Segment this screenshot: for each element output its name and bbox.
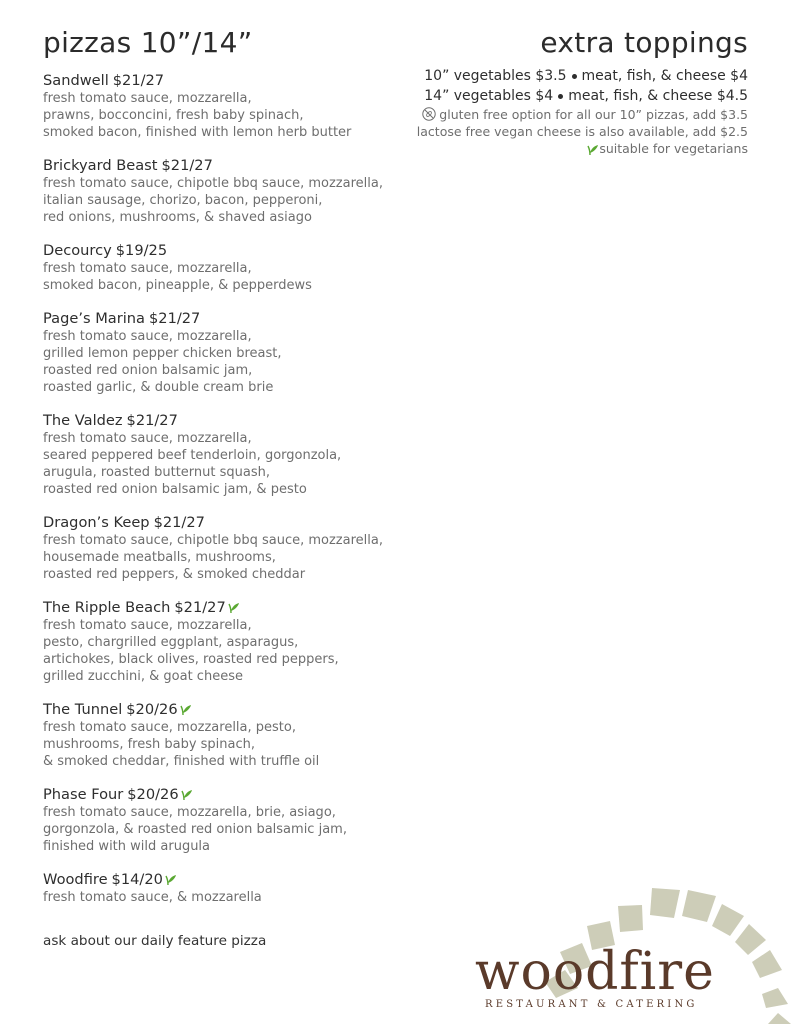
- pizza-price: $21/27: [174, 599, 226, 616]
- pizza-title: [43, 514, 443, 532]
- pizza-item: [43, 242, 443, 294]
- ingredient-line: smoked bacon, pineapple, & pepperdews: [43, 278, 312, 293]
- ingredient-line: roasted red onion balsamic jam, & pesto: [43, 482, 307, 497]
- pizza-description: [43, 260, 443, 294]
- vegetarian-leaf-icon: [181, 789, 193, 801]
- pizza-description: [43, 719, 443, 770]
- ingredient-line: artichokes, black olives, roasted red peppers,: [43, 652, 339, 667]
- pizza-price: $14/20: [111, 871, 163, 888]
- pizza-name: The Tunnel: [43, 701, 123, 718]
- pizza-price: $19/25: [115, 242, 168, 259]
- vegetarian-leaf-icon: [587, 144, 599, 156]
- pizza-name: Brickyard Beast: [43, 157, 158, 174]
- pizza-description: [43, 328, 443, 396]
- pizza-name: Woodfire: [43, 871, 108, 888]
- pizza-price: $20/26: [126, 701, 178, 718]
- pizza-price: $20/26: [127, 786, 179, 803]
- pizza-price: $21/27: [149, 310, 201, 327]
- ingredient-line: smoked bacon, finished with lemon herb butter: [43, 125, 352, 140]
- pizza-price: $21/27: [112, 72, 165, 89]
- pizza-price: $21/27: [126, 412, 178, 429]
- pizza-price: $21/27: [153, 514, 205, 531]
- pizza-description: [43, 804, 443, 855]
- pizza-title: [43, 72, 443, 90]
- ingredient-line: roasted garlic, & double cream brie: [43, 380, 274, 395]
- toppings-10-meat: meat, fish, & cheese $4: [581, 68, 748, 84]
- pizza-title: [43, 701, 443, 719]
- ingredient-line: prawns, bocconcini, fresh baby spinach,: [43, 108, 304, 123]
- ingredient-line: fresh tomato sauce, chipotle bbq sauce, mozzarella,: [43, 176, 383, 191]
- ingredient-line: fresh tomato sauce, mozzarella,: [43, 261, 252, 276]
- vegan-cheese-line: lactose free vegan cheese is also available, add $2.5: [416, 124, 748, 139]
- pizza-item: [43, 786, 443, 855]
- ingredient-line: fresh tomato sauce, mozzarella,: [43, 618, 252, 633]
- ingredient-line: arugula, roasted butternut squash,: [43, 465, 270, 480]
- pizza-description: [43, 532, 443, 583]
- pizza-description: [43, 430, 443, 498]
- pizza-name: Decourcy: [43, 242, 112, 259]
- gluten-free-icon: [422, 107, 436, 121]
- pizza-item: [43, 599, 443, 685]
- vegetarian-leaf-icon: [228, 602, 240, 614]
- ingredient-line: finished with wild arugula: [43, 839, 211, 854]
- ingredient-line: & smoked cheddar, finished with truffle oil: [43, 754, 320, 769]
- toppings-10-veg: 10” vegetables $3.5: [424, 68, 567, 84]
- pizza-name: Dragon’s Keep: [43, 514, 150, 531]
- pizza-item: [43, 157, 443, 226]
- pizza-title: [43, 412, 443, 430]
- pizza-title: [43, 599, 443, 617]
- pizza-description: [43, 889, 443, 906]
- vegetarian-legend-text: suitable for vegetarians: [599, 141, 748, 156]
- toppings-14-inch: [417, 86, 748, 106]
- pizza-description: [43, 90, 443, 141]
- daily-feature-note: ask about our daily feature pizza: [43, 933, 267, 949]
- ingredient-line: fresh tomato sauce, mozzarella,: [43, 431, 252, 446]
- pizza-title: [43, 871, 443, 889]
- vegetarian-leaf-icon: [165, 874, 177, 886]
- ingredient-line: fresh tomato sauce, chipotle bbq sauce, mozzarella,: [43, 533, 383, 548]
- pizza-name: Sandwell: [43, 72, 109, 89]
- pizza-item: [43, 514, 443, 583]
- pizza-price: $21/27: [161, 157, 213, 174]
- pizza-description: [43, 617, 443, 685]
- ingredient-line: seared peppered beef tenderloin, gorgonzola,: [43, 448, 342, 463]
- pizza-item: [43, 871, 443, 906]
- pizza-list: [43, 72, 443, 922]
- logo-tagline: RESTAURANT & CATERING: [485, 999, 698, 1010]
- ingredient-line: grilled lemon pepper chicken breast,: [43, 346, 282, 361]
- extra-toppings-panel: [417, 66, 748, 157]
- pizza-description: [43, 175, 443, 226]
- pizza-name: Page’s Marina: [43, 310, 145, 327]
- logo-wordmark: woodfire: [475, 942, 715, 1002]
- pizzas-heading: pizzas 10”/14”: [43, 26, 253, 59]
- vegetarian-leaf-icon: [180, 704, 192, 716]
- ingredient-line: red onions, mushrooms, & shaved asiago: [43, 210, 312, 225]
- ingredient-line: pesto, chargrilled eggplant, asparagus,: [43, 635, 299, 650]
- pizza-title: [43, 786, 443, 804]
- pizza-item: [43, 412, 443, 498]
- pizza-item: [43, 701, 443, 770]
- pizza-title: [43, 157, 443, 175]
- ingredient-line: fresh tomato sauce, mozzarella, pesto,: [43, 720, 296, 735]
- toppings-heading: extra toppings: [540, 26, 748, 59]
- toppings-10-inch: [417, 66, 748, 86]
- toppings-14-veg: 14” vegetables $4: [424, 88, 554, 104]
- gluten-free-line: [417, 106, 748, 123]
- bullet-icon: [558, 94, 563, 99]
- ingredient-line: roasted red onion balsamic jam,: [43, 363, 253, 378]
- ingredient-line: housemade meatballs, mushrooms,: [43, 550, 276, 565]
- ingredient-line: fresh tomato sauce, & mozzarella: [43, 890, 262, 905]
- ingredient-line: italian sausage, chorizo, bacon, pepperoni,: [43, 193, 323, 208]
- ingredient-line: gorgonzola, & roasted red onion balsamic jam,: [43, 822, 347, 837]
- ingredient-line: fresh tomato sauce, mozzarella, brie, asiago,: [43, 805, 336, 820]
- gluten-free-text: gluten free option for all our 10” pizzas, add $3.5: [439, 107, 748, 122]
- pizza-item: [43, 72, 443, 141]
- pizza-title: [43, 310, 443, 328]
- toppings-14-meat: meat, fish, & cheese $4.5: [568, 88, 748, 104]
- pizza-title: [43, 242, 443, 260]
- bullet-icon: [572, 74, 577, 79]
- ingredient-line: fresh tomato sauce, mozzarella,: [43, 91, 252, 106]
- pizza-name: Phase Four: [43, 786, 124, 803]
- ingredient-line: mushrooms, fresh baby spinach,: [43, 737, 256, 752]
- ingredient-line: grilled zucchini, & goat cheese: [43, 669, 243, 684]
- vegetarian-legend: [417, 140, 748, 157]
- ingredient-line: fresh tomato sauce, mozzarella,: [43, 329, 252, 344]
- ingredient-line: roasted red peppers, & smoked cheddar: [43, 567, 306, 582]
- pizza-name: The Valdez: [43, 412, 123, 429]
- pizza-name: The Ripple Beach: [43, 599, 171, 616]
- pizza-item: [43, 310, 443, 396]
